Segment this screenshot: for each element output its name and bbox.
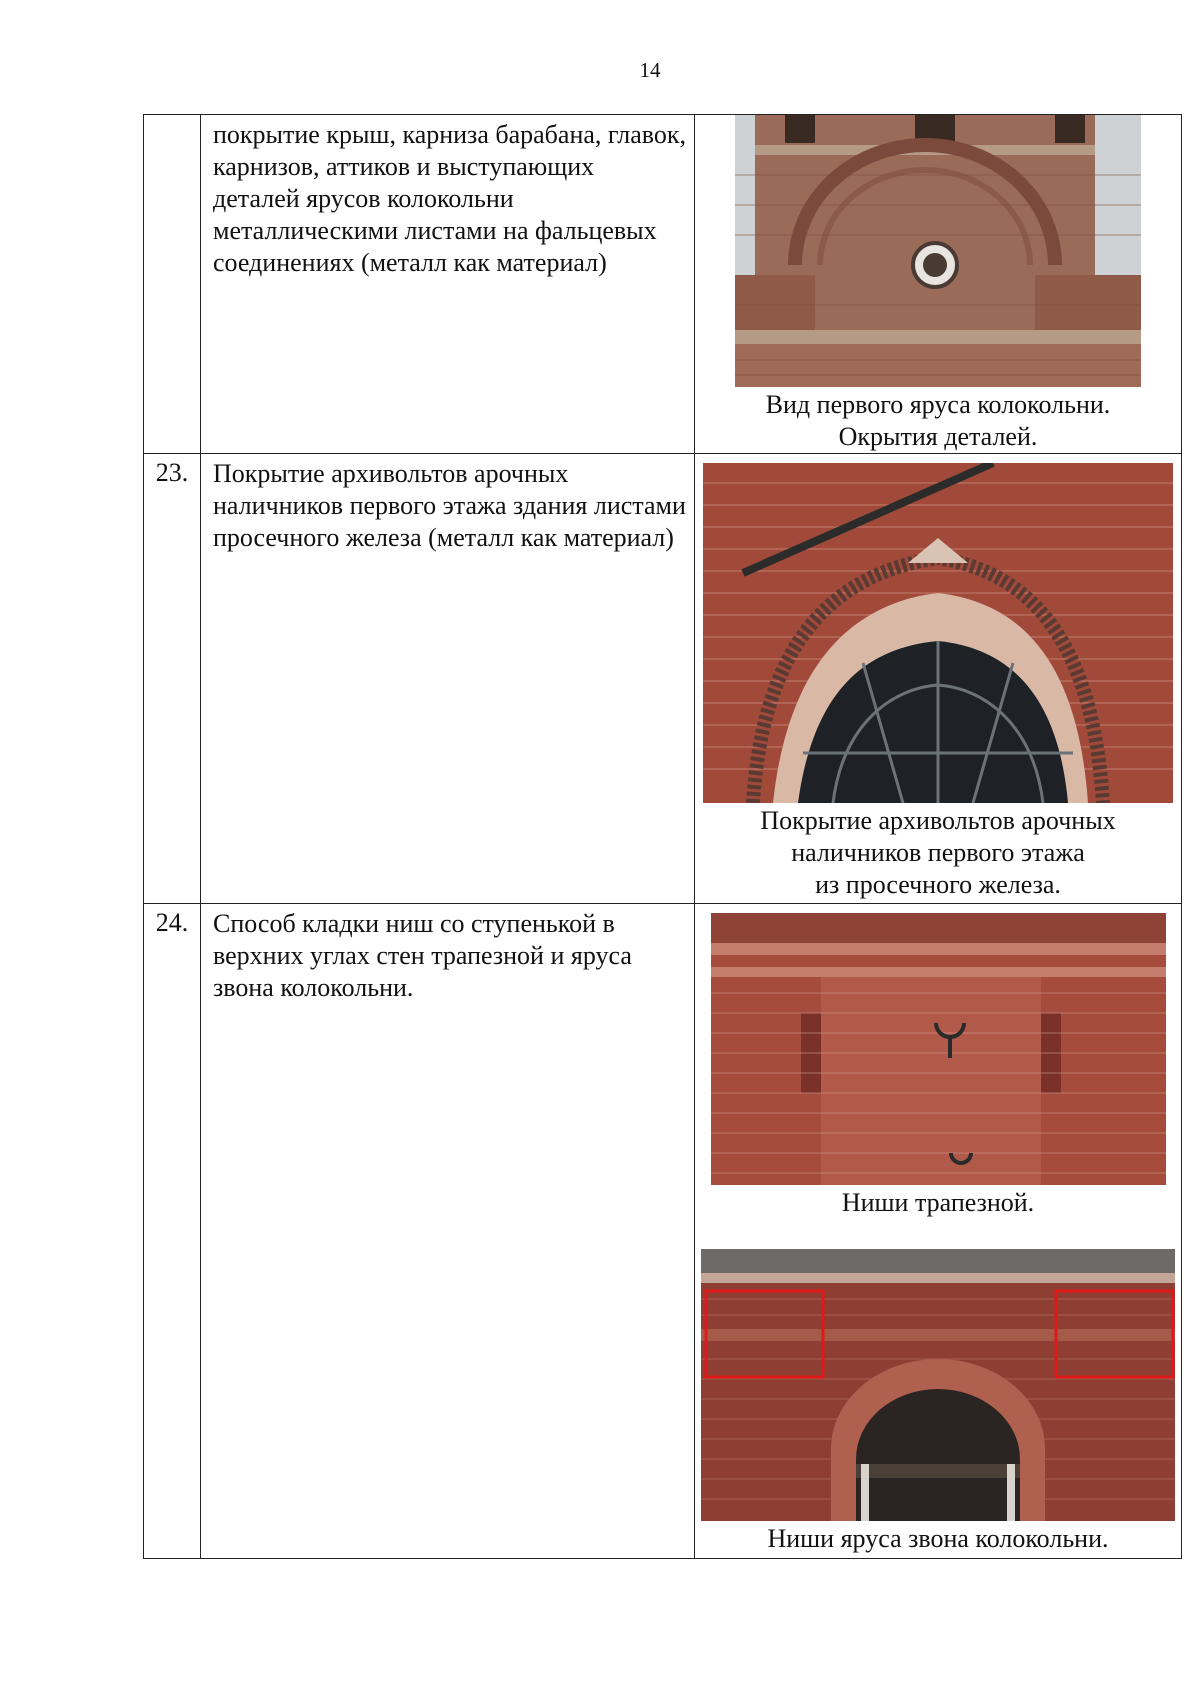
row-number: 24. (144, 904, 201, 1559)
refectory-niches-illustration (711, 913, 1166, 1185)
table-row (144, 904, 1182, 1559)
table-row (144, 115, 1182, 454)
photo-bell-tower-first-tier (735, 115, 1141, 387)
photo-caption: Вид первого яруса колокольни. Окрытия деталей. (765, 390, 1111, 451)
bell-tier-niches-illustration (701, 1249, 1175, 1521)
photo-arched-window-archivolt (703, 463, 1173, 803)
page-number: 14 (639, 58, 661, 82)
archivolt-illustration (703, 463, 1173, 803)
photo-caption: Ниши яруса звона колокольни. (767, 1524, 1109, 1553)
table-row (144, 454, 1182, 904)
photo-caption: Покрытие архивольтов арочных наличников первого этажа из просечного железа. (760, 806, 1116, 899)
photo-caption: Ниши трапезной. (841, 1188, 1035, 1217)
heritage-elements-table (143, 114, 1182, 1559)
row-images (695, 904, 1182, 1559)
photo-refectory-niches (711, 913, 1166, 1185)
row-images (695, 115, 1182, 454)
row-description: Покрытие архивольтов арочных наличников первого этажа здания листами просечного железа (металл как материал) (201, 454, 695, 904)
bell-tower-tier-illustration (735, 115, 1141, 387)
photo-bell-tier-niches (701, 1249, 1175, 1521)
row-description: покрытие крыш, карниза барабана, главок, карнизов, аттиков и выступающих деталей ярусов колокольни металлическими листами на фальцевых соединениях (металл как материал) (201, 115, 695, 454)
row-number (144, 115, 201, 454)
row-description: Способ кладки ниш со ступенькой в верхних углах стен трапезной и яруса звона колокольни. (201, 904, 695, 1559)
row-images (695, 454, 1182, 904)
row-number: 23. (144, 454, 201, 904)
